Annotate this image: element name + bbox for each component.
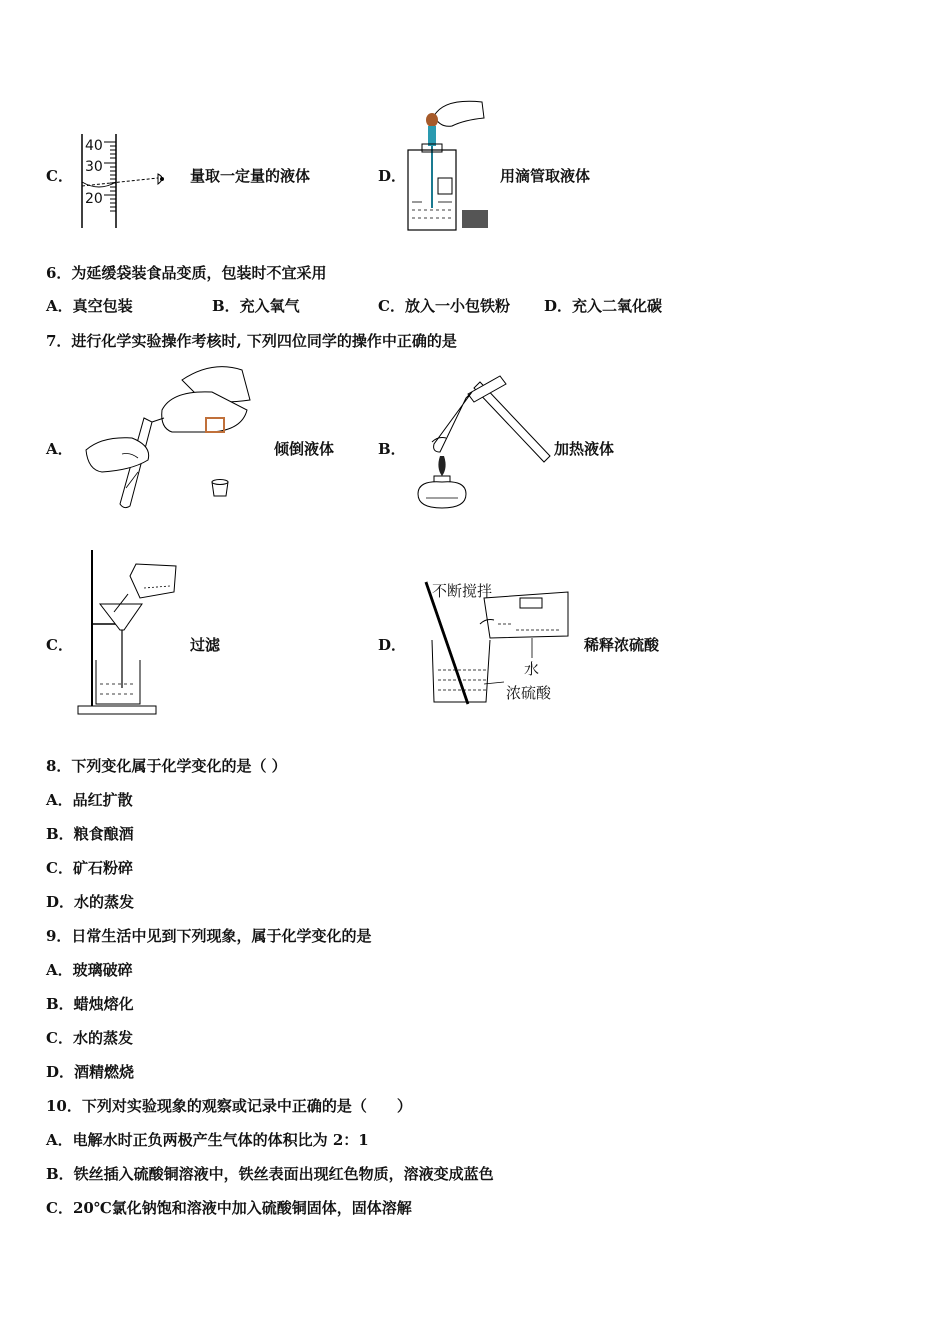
q8-option-b: B．粮食酿酒 [46,825,134,843]
q6-option-b: B．充入氧气 [212,297,300,315]
acid-conc-label: 浓硫酸 [506,684,552,702]
q7-option-b-letter: B． [378,440,406,458]
q9-option-c: C．水的蒸发 [46,1029,133,1047]
q5-option-c-caption: 量取一定量的液体 [190,167,311,185]
cylinder-mark-20: 20 [85,191,103,207]
q8-option-a: A．品红扩散 [46,791,133,809]
q10-option-c: C．20℃氯化钠饱和溶液中加入硫酸铜固体，固体溶解 [46,1199,412,1217]
q6-stem: 6．为延缓袋装食品变质，包装时不宜采用 [46,264,327,282]
q5-option-c-letter: C． [46,167,73,185]
q10-stem: 10．下列对实验现象的观察或记录中正确的是（ ） [46,1097,412,1115]
q8-option-d: D．水的蒸发 [46,893,135,911]
filtration-figure [74,548,184,718]
acid-stir-label: 不断搅拌 [432,582,493,600]
q5-option-d-letter: D． [378,167,407,185]
cylinder-mark-30: 30 [85,159,103,175]
q6-option-c: C．放入一小包铁粉 [378,297,510,315]
q7-option-d-caption: 稀释浓硫酸 [584,636,660,654]
q7-option-a-letter: A． [46,440,73,458]
q7-option-c-caption: 过滤 [190,636,221,654]
q6-option-d: D．充入二氧化碳 [544,297,663,315]
q5-option-d-caption: 用滴管取液体 [500,167,591,185]
q8-option-c: C．矿石粉碎 [46,859,133,877]
dropper-bottle-figure [404,98,504,234]
q9-stem: 9．日常生活中见到下列现象，属于化学变化的是 [46,927,372,945]
cylinder-mark-40: 40 [85,138,103,154]
q10-option-b: B．铁丝插入硫酸铜溶液中，铁丝表面出现红色物质，溶液变成蓝色 [46,1165,494,1183]
q7-option-b-caption: 加热液体 [554,440,615,458]
heating-liquid-figure [410,372,560,514]
pouring-liquid-figure [82,360,257,510]
q8-stem: 8．下列变化属于化学变化的是（ ） [46,757,287,775]
acid-water-label: 水 [524,660,540,678]
q9-option-b: B．蜡烛熔化 [46,995,134,1013]
q9-option-a: A．玻璃破碎 [46,961,133,979]
q7-option-d-letter: D． [378,636,407,654]
q6-option-a: A．真空包装 [46,297,133,315]
q7-option-c-letter: C． [46,636,73,654]
q7-option-a-caption: 倾倒液体 [274,440,335,458]
q10-option-a: A．电解水时正负两极产生气体的体积比为 2：1 [46,1131,369,1149]
q9-option-d: D．酒精燃烧 [46,1063,135,1081]
q7-stem: 7．进行化学实验操作考核时, 下列四位同学的操作中正确的是 [46,332,457,350]
